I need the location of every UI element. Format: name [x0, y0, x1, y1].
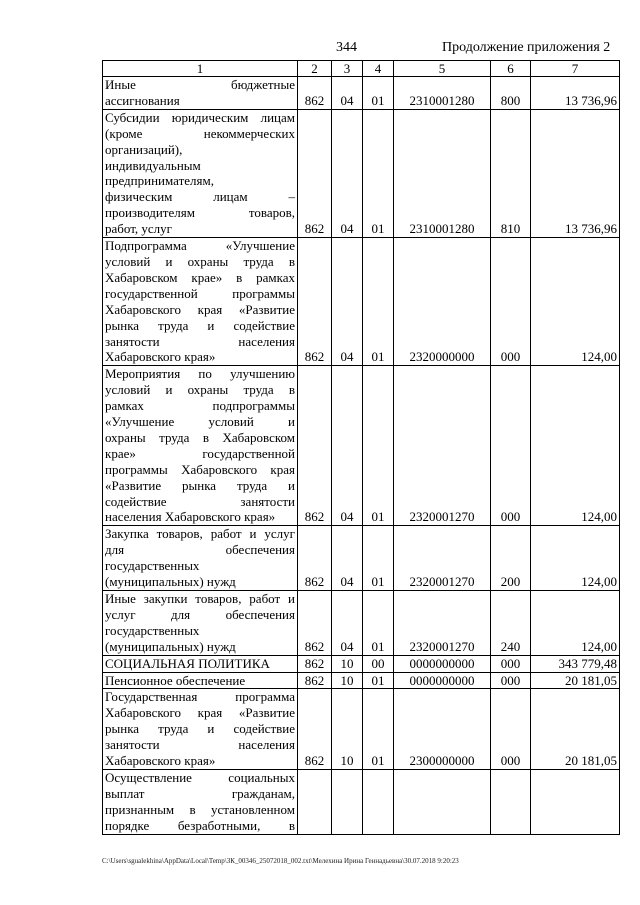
table-row [103, 689, 620, 770]
row-name-line: работ, услуг [105, 221, 173, 237]
row-name-line: (кроме некоммерческих [105, 125, 295, 141]
section-code-cell: 04 [332, 591, 363, 656]
amount-cell: 124,00 [531, 526, 620, 591]
row-name-line: рынка труда и содействие [105, 317, 295, 333]
target-article-cell: 0000000000 [394, 655, 491, 672]
ministry-code-cell: 862 [298, 77, 332, 110]
row-name-line: крае» государственной [105, 445, 295, 461]
budget-table [102, 60, 620, 835]
row-name-cell [103, 591, 298, 656]
column-header: 7 [531, 61, 620, 77]
table-row [103, 366, 620, 526]
row-name-line: организаций), [105, 141, 183, 157]
row-name-cell [103, 769, 298, 834]
expense-type-cell: 200 [491, 526, 531, 591]
expense-type-cell [491, 769, 531, 834]
row-name-line: для обеспечения [105, 542, 295, 558]
row-name-line: индивидуальным [105, 157, 201, 173]
subsection-code-cell: 01 [363, 366, 394, 526]
page-number: 344 [336, 40, 357, 55]
subsection-code-cell: 01 [363, 526, 394, 591]
row-name-line: предпринимателям, [105, 173, 214, 189]
row-name-line: населения Хабаровского края» [105, 509, 276, 525]
row-name-line: условий и охраны труда в [105, 382, 295, 398]
amount-cell: 124,00 [531, 591, 620, 656]
row-name-line: Хабаровского края «Развитие [105, 705, 295, 721]
row-name-line: государственной программы [105, 285, 295, 301]
table-row [103, 591, 620, 656]
row-name-line: Иные закупки товаров, работ и [105, 591, 295, 606]
table-row [103, 109, 620, 237]
target-article-cell: 2300000000 [394, 689, 491, 770]
column-header: 1 [103, 61, 298, 77]
row-name-line: программы Хабаровского края [105, 461, 295, 477]
column-header: 2 [298, 61, 332, 77]
amount-cell [531, 769, 620, 834]
continuation-title: Продолжение приложения 2 [442, 40, 611, 55]
row-name-cell [103, 672, 298, 689]
section-code-cell [332, 769, 363, 834]
section-code-cell: 10 [332, 672, 363, 689]
row-name-line: занятости населения [105, 333, 295, 349]
column-header: 4 [363, 61, 394, 77]
expense-type-cell: 240 [491, 591, 531, 656]
expense-type-cell: 000 [491, 655, 531, 672]
row-name-line: Мероприятия по улучшению [105, 366, 295, 382]
target-article-cell: 2320000000 [394, 238, 491, 366]
amount-cell: 124,00 [531, 238, 620, 366]
target-article-cell: 2320001270 [394, 366, 491, 526]
target-article-cell: 2310001280 [394, 77, 491, 110]
row-name-line: Хабаровском крае» в рамках [105, 269, 295, 285]
row-name-line: Субсидии юридическим лицам [105, 109, 295, 125]
row-name-line: Государственная программа [105, 689, 295, 705]
section-code-cell: 04 [332, 109, 363, 237]
expense-type-cell: 000 [491, 672, 531, 689]
row-name-line: занятости населения [105, 737, 295, 753]
row-name-line: «Улучшение условий и [105, 414, 295, 430]
target-article-cell: 2320001270 [394, 591, 491, 656]
row-name-line: Хабаровского края «Развитие [105, 301, 295, 317]
row-name-cell [103, 77, 298, 110]
amount-cell: 13 736,96 [531, 77, 620, 110]
ministry-code-cell: 862 [298, 672, 332, 689]
row-name-line: содействие занятости [105, 493, 295, 509]
row-name-line: (муниципальных) нужд [105, 574, 236, 590]
expense-type-cell: 000 [491, 238, 531, 366]
ministry-code-cell: 862 [298, 655, 332, 672]
footer-file-path: C:\Users\sgualekhina\AppData\Local\Temp\ЗК_00346_25072018_002.txt\Мелехина Ирина Геннадьевна\30.07.2018 9:20:23 [102, 857, 459, 865]
section-code-cell: 04 [332, 77, 363, 110]
row-name-line: Хабаровского края» [105, 349, 216, 365]
row-name-line: Хабаровского края» [105, 753, 216, 769]
ministry-code-cell: 862 [298, 526, 332, 591]
section-code-cell: 10 [332, 655, 363, 672]
subsection-code-cell: 01 [363, 672, 394, 689]
row-name-line: условий и охраны труда в [105, 253, 295, 269]
section-code-cell: 04 [332, 366, 363, 526]
row-name-line: Осуществление социальных [105, 769, 295, 785]
row-name-line: Пенсионное обеспечение [105, 672, 246, 688]
amount-cell: 20 181,05 [531, 672, 620, 689]
ministry-code-cell: 862 [298, 109, 332, 237]
ministry-code-cell: 862 [298, 689, 332, 770]
subsection-code-cell: 01 [363, 689, 394, 770]
subsection-code-cell: 01 [363, 238, 394, 366]
row-name-line: СОЦИАЛЬНАЯ ПОЛИТИКА [105, 655, 270, 671]
subsection-code-cell [363, 769, 394, 834]
row-name-cell [103, 526, 298, 591]
row-name-line: физическим лицам – [105, 189, 295, 205]
row-name-line: Иные бюджетные [105, 77, 295, 92]
expense-type-cell: 000 [491, 366, 531, 526]
row-name-cell [103, 655, 298, 672]
column-header: 6 [491, 61, 531, 77]
subsection-code-cell: 01 [363, 591, 394, 656]
row-name-line: производителям товаров, [105, 205, 295, 221]
column-header: 5 [394, 61, 491, 77]
row-name-line: ассигнования [105, 92, 180, 108]
ministry-code-cell: 862 [298, 591, 332, 656]
ministry-code-cell: 862 [298, 238, 332, 366]
subsection-code-cell: 00 [363, 655, 394, 672]
amount-cell: 124,00 [531, 366, 620, 526]
subsection-code-cell: 01 [363, 77, 394, 110]
column-number-row [103, 61, 620, 77]
row-name-line: государственных [105, 622, 200, 638]
amount-cell: 343 779,48 [531, 655, 620, 672]
amount-cell: 13 736,96 [531, 109, 620, 237]
section-code-cell: 04 [332, 526, 363, 591]
row-name-line: рынка труда и содействие [105, 721, 295, 737]
expense-type-cell: 810 [491, 109, 531, 237]
column-header: 3 [332, 61, 363, 77]
row-name-cell [103, 366, 298, 526]
table-row [103, 77, 620, 110]
row-name-line: охраны труда в Хабаровском [105, 429, 295, 445]
target-article-cell: 0000000000 [394, 672, 491, 689]
row-name-line: «Развитие рынка труда и [105, 477, 295, 493]
ministry-code-cell: 862 [298, 366, 332, 526]
row-name-line: порядке безработными, в [105, 817, 295, 833]
section-code-cell: 10 [332, 689, 363, 770]
row-name-line: рамках подпрограммы [105, 398, 295, 414]
expense-type-cell: 000 [491, 689, 531, 770]
row-name-line: признанным в установленном [105, 801, 295, 817]
row-name-line: Подпрограмма «Улучшение [105, 238, 295, 254]
row-name-cell [103, 109, 298, 237]
row-name-cell [103, 238, 298, 366]
row-name-line: государственных [105, 558, 200, 574]
target-article-cell: 2310001280 [394, 109, 491, 237]
row-name-line: выплат гражданам, [105, 785, 295, 801]
amount-cell: 20 181,05 [531, 689, 620, 770]
expense-type-cell: 800 [491, 77, 531, 110]
table-row [103, 526, 620, 591]
subsection-code-cell: 01 [363, 109, 394, 237]
row-name-line: услуг для обеспечения [105, 606, 295, 622]
row-name-line: (муниципальных) нужд [105, 638, 236, 654]
table-row [103, 769, 620, 834]
table-row [103, 238, 620, 366]
target-article-cell [394, 769, 491, 834]
table-row [103, 655, 620, 672]
table-body [103, 77, 620, 835]
section-code-cell: 04 [332, 238, 363, 366]
row-name-line: Закупка товаров, работ и услуг [105, 526, 295, 542]
table-row [103, 672, 620, 689]
row-name-cell [103, 689, 298, 770]
target-article-cell: 2320001270 [394, 526, 491, 591]
ministry-code-cell [298, 769, 332, 834]
